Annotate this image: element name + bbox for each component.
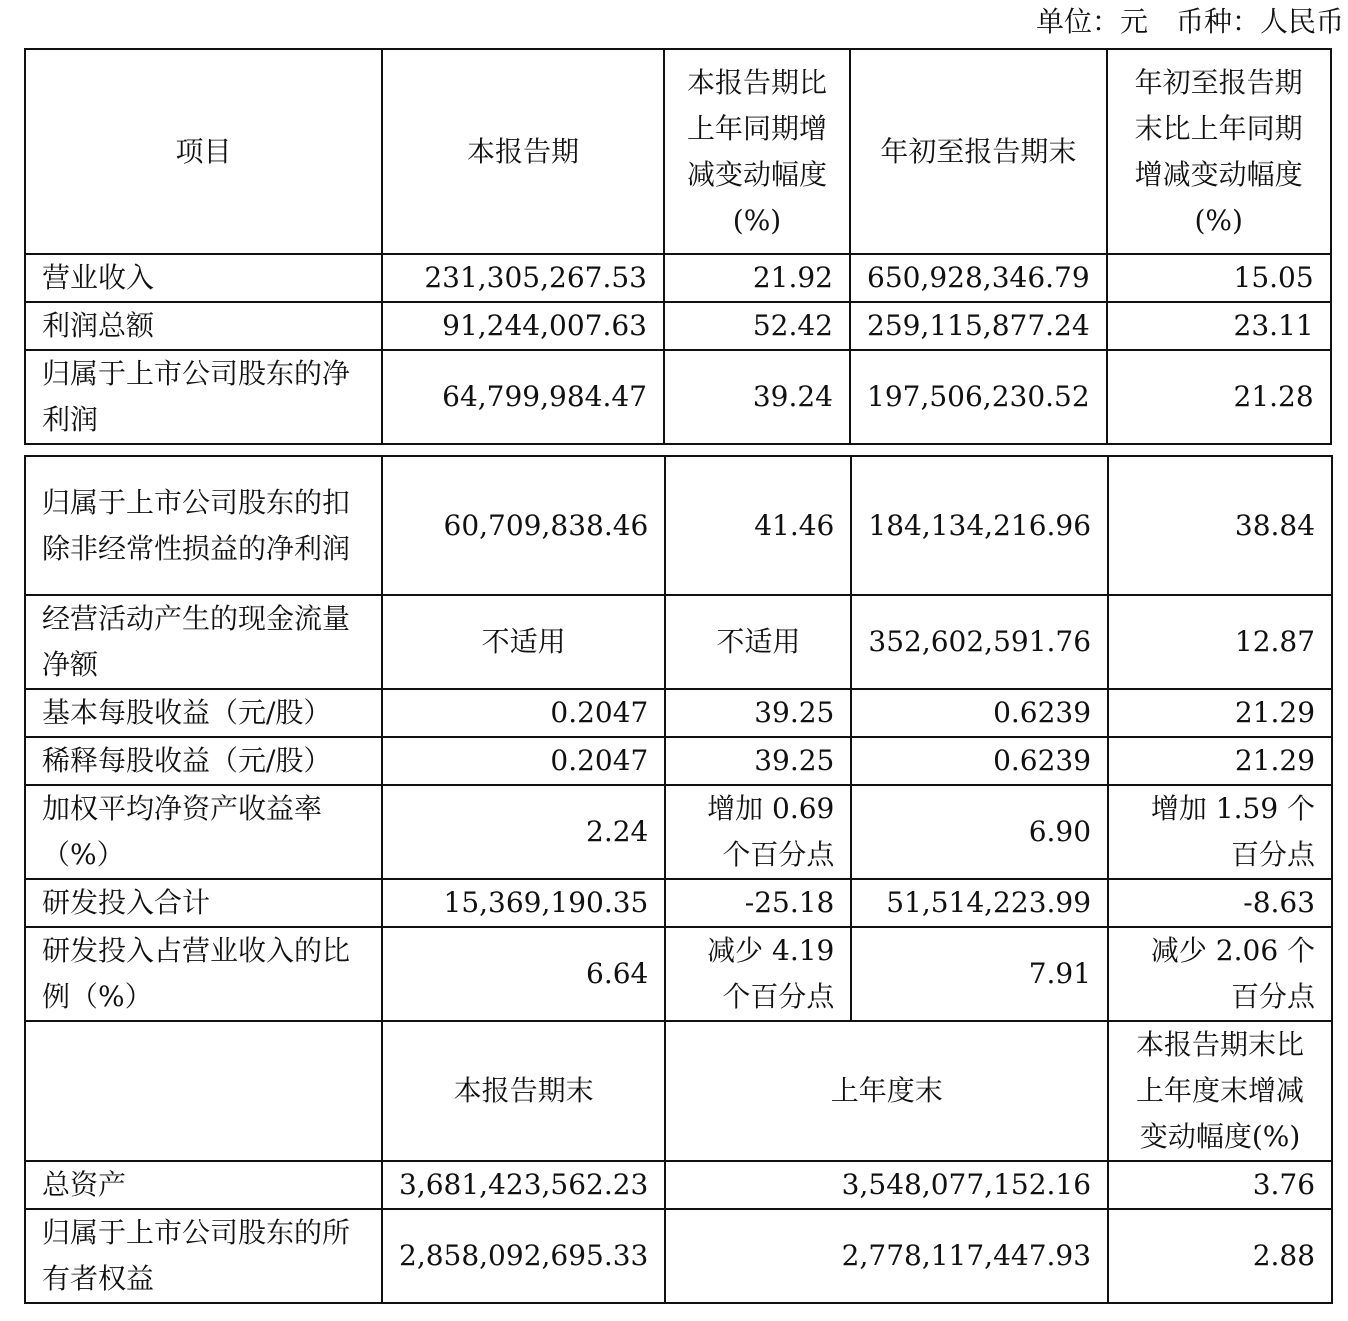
row-current-change: -25.18 <box>665 879 851 927</box>
row-ytd: 352,602,591.76 <box>851 595 1108 689</box>
table-row <box>25 302 1331 350</box>
row-ytd-change: 23.11 <box>1107 302 1331 350</box>
row-current: 15,369,190.35 <box>382 879 665 927</box>
row-item: 加权平均净资产收益率（%） <box>25 785 382 879</box>
table-row <box>25 737 1332 785</box>
row-ytd-change: 38.84 <box>1108 456 1332 595</box>
row-item: 基本每股收益（元/股） <box>25 689 382 737</box>
row-item: 营业收入 <box>25 254 382 302</box>
header-current-period: 本报告期 <box>382 49 664 254</box>
row-current: 0.2047 <box>382 689 665 737</box>
row-ytd: 197,506,230.52 <box>850 350 1107 444</box>
row-item: 归属于上市公司股东的扣除非经常性损益的净利润 <box>25 456 382 595</box>
row-ytd: 184,134,216.96 <box>851 456 1108 595</box>
row-item: 归属于上市公司股东的净利润 <box>25 350 382 444</box>
row-current-change: 增加 0.69 个百分点 <box>665 785 851 879</box>
row-current-change: 不适用 <box>665 595 851 689</box>
row-current-change: 减少 4.19 个百分点 <box>665 927 851 1021</box>
row-item: 研发投入合计 <box>25 879 382 927</box>
header2-period-end: 本报告期末 <box>382 1021 665 1161</box>
row-current-change: 52.42 <box>664 302 850 350</box>
table-row <box>25 456 1332 595</box>
row-period-end: 3,681,423,562.23 <box>382 1161 665 1209</box>
row-current: 60,709,838.46 <box>382 456 665 595</box>
row-ytd: 0.6239 <box>851 737 1108 785</box>
row-item: 利润总额 <box>25 302 382 350</box>
table-row <box>25 879 1332 927</box>
header2-last-year-end: 上年度末 <box>665 1021 1108 1161</box>
row-current-change: 39.25 <box>665 689 851 737</box>
row-current: 不适用 <box>382 595 665 689</box>
header-ytd: 年初至报告期末 <box>850 49 1107 254</box>
row-current-change: 41.46 <box>665 456 851 595</box>
table-row <box>25 689 1332 737</box>
row-ytd-change: 21.28 <box>1107 350 1331 444</box>
unit-currency-note: 单位：元 币种：人民币 <box>1035 5 1344 38</box>
table-row <box>25 595 1332 689</box>
row-ytd: 6.90 <box>851 785 1108 879</box>
row-current: 0.2047 <box>382 737 665 785</box>
row-ytd-change: 减少 2.06 个百分点 <box>1108 927 1332 1021</box>
row-ytd-change: 21.29 <box>1108 737 1332 785</box>
row-current: 231,305,267.53 <box>382 254 664 302</box>
row-item: 经营活动产生的现金流量净额 <box>25 595 382 689</box>
table-row <box>25 254 1331 302</box>
row-ytd-change: 21.29 <box>1108 689 1332 737</box>
row-current: 6.64 <box>382 927 665 1021</box>
row-item: 稀释每股收益（元/股） <box>25 737 382 785</box>
table-row <box>25 1161 1332 1209</box>
row-ytd: 51,514,223.99 <box>851 879 1108 927</box>
row-change: 3.76 <box>1108 1161 1332 1209</box>
row-item: 研发投入占营业收入的比例（%） <box>25 927 382 1021</box>
financial-table-top <box>24 48 1332 445</box>
row-ytd: 259,115,877.24 <box>850 302 1107 350</box>
table-header-row-2 <box>25 1021 1332 1161</box>
table-row <box>25 785 1332 879</box>
row-ytd-change: 15.05 <box>1107 254 1331 302</box>
header-item: 项目 <box>25 49 382 254</box>
row-ytd-change: -8.63 <box>1108 879 1332 927</box>
row-current: 91,244,007.63 <box>382 302 664 350</box>
header-current-change: 本报告期比上年同期增减变动幅度(%) <box>664 49 850 254</box>
row-ytd: 650,928,346.79 <box>850 254 1107 302</box>
row-ytd: 0.6239 <box>851 689 1108 737</box>
row-item: 总资产 <box>25 1161 382 1209</box>
row-last-year-end: 3,548,077,152.16 <box>665 1161 1108 1209</box>
header-ytd-change: 年初至报告期末比上年同期增减变动幅度(%) <box>1107 49 1331 254</box>
table-row <box>25 350 1331 444</box>
row-current-change: 39.24 <box>664 350 850 444</box>
row-ytd-change: 12.87 <box>1108 595 1332 689</box>
financial-table-bottom <box>24 455 1333 1304</box>
row-current: 64,799,984.47 <box>382 350 664 444</box>
table-header-row <box>25 49 1331 254</box>
row-ytd-change: 增加 1.59 个百分点 <box>1108 785 1332 879</box>
row-ytd: 7.91 <box>851 927 1108 1021</box>
row-current: 2.24 <box>382 785 665 879</box>
row-current-change: 39.25 <box>665 737 851 785</box>
header2-item <box>25 1021 382 1161</box>
row-current-change: 21.92 <box>664 254 850 302</box>
table-row <box>25 1209 1332 1303</box>
row-period-end: 2,858,092,695.33 <box>382 1209 665 1303</box>
row-change: 2.88 <box>1108 1209 1332 1303</box>
table-row <box>25 927 1332 1021</box>
row-item: 归属于上市公司股东的所有者权益 <box>25 1209 382 1303</box>
header2-change: 本报告期末比上年度末增减变动幅度(%) <box>1108 1021 1332 1161</box>
row-last-year-end: 2,778,117,447.93 <box>665 1209 1108 1303</box>
